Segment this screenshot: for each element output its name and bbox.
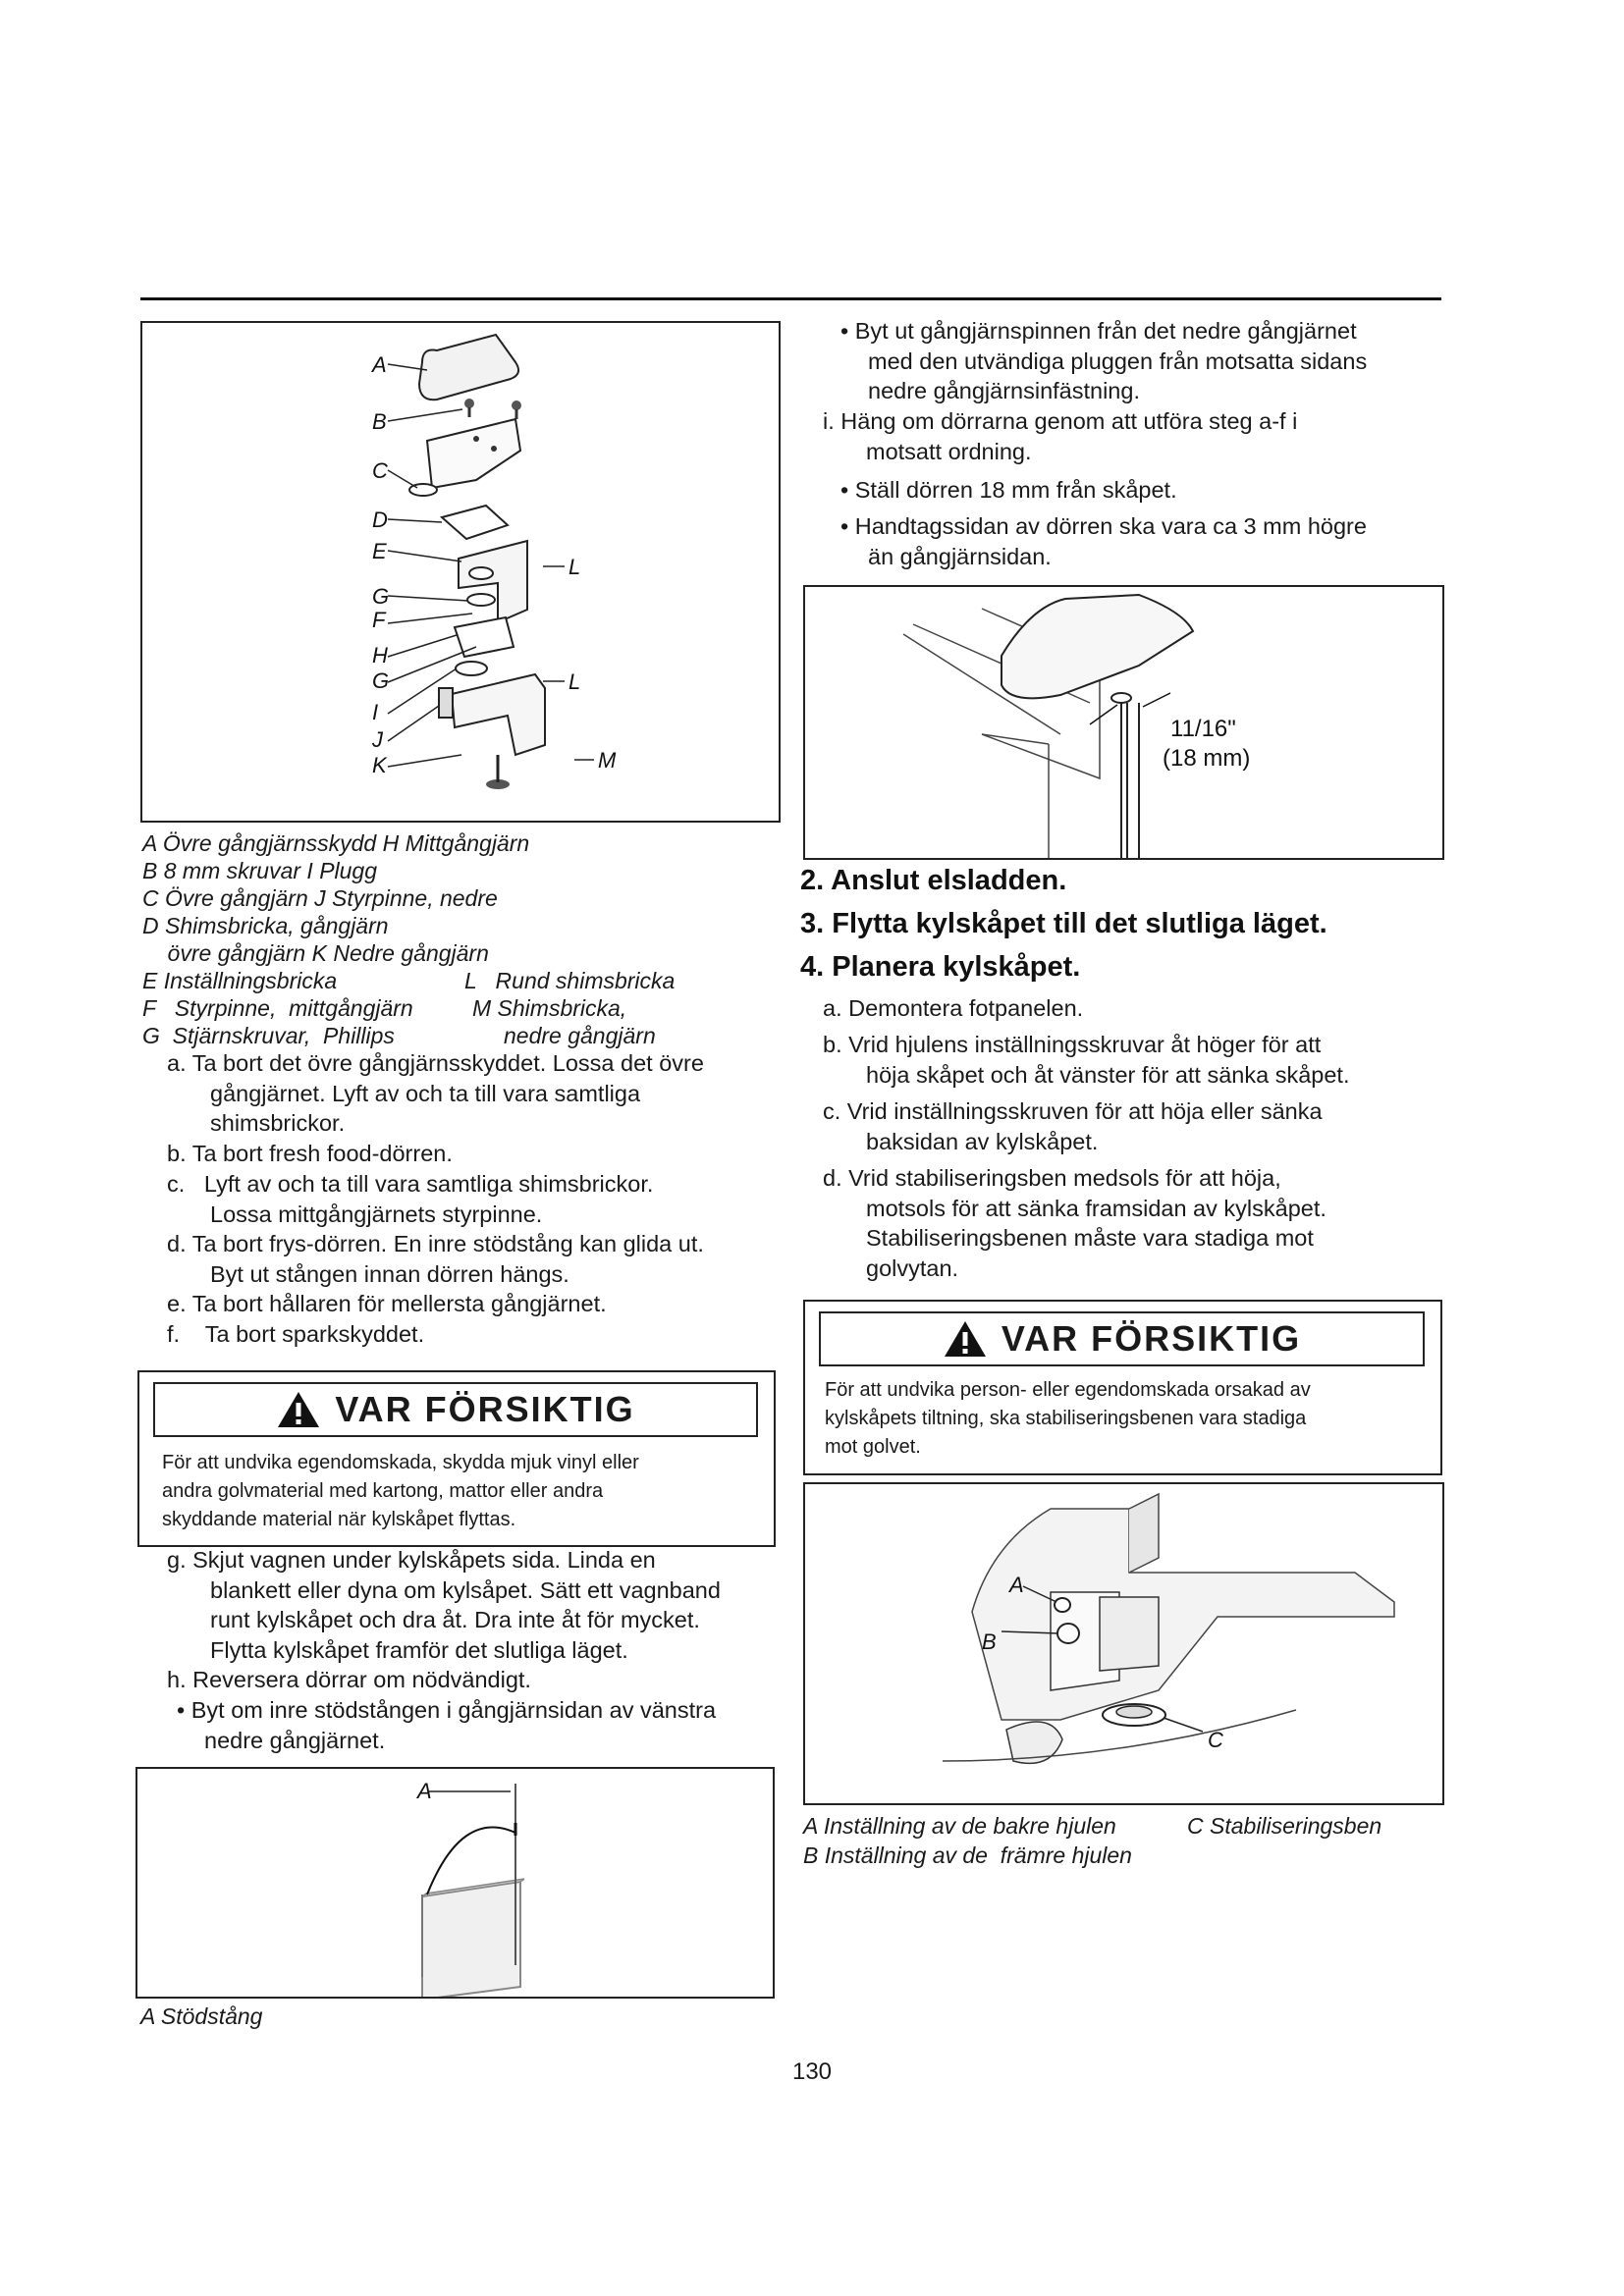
caution-text-line: andra golvmaterial med kartong, mattor eller andra [162, 1480, 604, 1502]
fig1-caption-line: F Styrpinne, mittgångjärn [142, 995, 413, 1021]
step-f [167, 1319, 424, 1350]
right-bullet-pin [840, 316, 1367, 406]
fig1-label: A [372, 352, 387, 377]
step-line: shimsbrickor. [210, 1110, 346, 1136]
step-line: • Ställ dörren 18 mm från skåpet. [840, 477, 1177, 503]
fig2-caption: A Stödstång [140, 2003, 263, 2029]
warning-triangle-icon [943, 1319, 988, 1359]
fig1-label: F [372, 608, 386, 632]
step-g [167, 1545, 721, 1665]
step-line: • Byt om inre stödstången i gångjärnsidan av vänstra [177, 1697, 717, 1723]
right-step-b [823, 1030, 1349, 1090]
fig1-label: D [372, 507, 388, 532]
fig1-label: K [372, 753, 387, 777]
step-line: e. Ta bort hållaren för mellersta gångjärnet. [167, 1291, 607, 1316]
right-bullet-handle [840, 511, 1367, 571]
caution-header [819, 1311, 1425, 1366]
step-line: gångjärnet. Lyft av och ta till vara samtliga [210, 1080, 641, 1106]
door-gap-figure [803, 585, 1444, 860]
fig1-label: G [372, 584, 390, 609]
heading-anslut: 2. Anslut elsladden. [800, 865, 1067, 896]
fig1-label: B [372, 409, 387, 434]
fig1-label: E [372, 539, 387, 563]
right-step-c [823, 1096, 1323, 1156]
step-line: g. Skjut vagnen under kylskåpets sida. Linda en [167, 1547, 656, 1573]
step-e [167, 1289, 607, 1319]
step-line: a. Ta bort det övre gångjärnsskyddet. Lossa det övre [167, 1050, 704, 1076]
top-rule [140, 297, 1441, 300]
caution-title: VAR FÖRSIKTIG [1001, 1318, 1302, 1359]
fig1-caption-line: A Övre gångjärnsskydd H Mittgångjärn [142, 830, 530, 856]
step-line: golvytan. [866, 1255, 959, 1281]
caution-text-line: mot golvet. [825, 1436, 921, 1458]
step-line: • Handtagssidan av dörren ska vara ca 3 mm högre [840, 513, 1367, 539]
fig1-caption-line: C Övre gångjärn J Styrpinne, nedre [142, 885, 498, 911]
fig1-label: J [372, 727, 383, 752]
fig4-caption-line: C Stabiliseringsben [1187, 1813, 1382, 1839]
caution-box-left [137, 1370, 776, 1547]
step-line: nedre gångjärnet. [204, 1727, 386, 1753]
step-line: motsatt ordning. [866, 438, 1032, 464]
step-h-bullet [177, 1695, 716, 1755]
caution-title: VAR FÖRSIKTIG [335, 1389, 635, 1429]
step-line: Byt ut stången innan dörren hängs. [210, 1260, 569, 1287]
fig1-caption-line: B 8 mm skruvar I Plugg [142, 858, 378, 883]
step-i [823, 406, 1297, 466]
step-line: baksidan av kylskåpet. [866, 1128, 1099, 1154]
fig2-label: A [417, 1779, 432, 1803]
step-line: h. Reversera dörrar om nödvändigt. [167, 1667, 531, 1692]
leveling-figure [803, 1482, 1444, 1805]
fig1-caption-line: G Stjärnskruvar, Phillips [142, 1023, 395, 1048]
gap-dim-inches: 11/16" [1170, 716, 1236, 742]
caution-box-right [803, 1300, 1442, 1475]
caution-header [153, 1382, 758, 1437]
fig4-label: C [1208, 1728, 1223, 1752]
fig1-caption-line: M Shimsbricka, [472, 995, 627, 1021]
fig1-label: L [568, 669, 581, 694]
hinge-exploded-figure [140, 321, 781, 823]
step-line: höja skåpet och åt vänster för att sänka skåpet. [866, 1061, 1350, 1088]
step-line: än gångjärnsidan. [868, 543, 1052, 569]
caution-text-line: För att undvika egendomskada, skydda mjuk vinyl eller [162, 1452, 639, 1473]
step-line: Flytta kylskåpet framför det slutliga läget. [210, 1636, 628, 1663]
heading-flytta: 3. Flytta kylskåpet till det slutliga läget. [800, 908, 1327, 939]
step-line: • Byt ut gångjärnspinnen från det nedre gångjärnet [840, 318, 1357, 344]
step-line: nedre gångjärnsinfästning. [868, 378, 1140, 403]
step-line: c. Vrid inställningsskruven för att höja eller sänka [823, 1098, 1323, 1124]
step-c [167, 1169, 653, 1229]
fig1-label: C [372, 458, 388, 483]
step-line: med den utvändiga pluggen från motsatta sidans [868, 347, 1368, 374]
fig4-caption-line: A Inställning av de bakre hjulen [803, 1813, 1116, 1839]
step-line: f. Ta bort sparkskyddet. [167, 1321, 425, 1347]
right-step-a [823, 993, 1083, 1024]
right-bullet-distance [840, 475, 1177, 506]
right-step-d [823, 1163, 1326, 1283]
step-line: b. Ta bort fresh food-dörren. [167, 1141, 453, 1166]
warning-triangle-icon [276, 1390, 321, 1429]
step-a [167, 1048, 704, 1139]
fig1-label: I [372, 700, 379, 724]
caution-text-line: För att undvika person- eller egendomskada orsakad av [825, 1379, 1311, 1401]
step-line: c. Lyft av och ta till vara samtliga shimsbrickor. [167, 1171, 654, 1197]
fig1-label: L [568, 555, 581, 579]
caution-text-line: skyddande material när kylskåpet flyttas. [162, 1509, 516, 1530]
step-line: d. Vrid stabiliseringsben medsols för att höja, [823, 1165, 1281, 1191]
fig1-caption-line: nedre gångjärn [504, 1023, 656, 1048]
step-line: d. Ta bort frys-dörren. En inre stödstång kan glida ut. [167, 1231, 704, 1256]
step-line: b. Vrid hjulens inställningsskruvar åt höger för att [823, 1032, 1322, 1057]
fig1-label: G [372, 668, 390, 693]
gap-dim-mm: (18 mm) [1163, 745, 1251, 772]
fig1-caption-line: E Inställningsbricka [142, 968, 338, 993]
caution-text-line: kylskåpets tiltning, ska stabiliseringsbenen vara stadiga [825, 1408, 1307, 1429]
fig4-label: B [982, 1629, 997, 1654]
page-number: 130 [791, 2058, 833, 2085]
fig1-caption-line: D Shimsbricka, gångjärn [142, 913, 389, 938]
step-line: motsols för att sänka framsidan av kylskåpet. [866, 1195, 1326, 1221]
fig4-caption-line: B Inställning av de främre hjulen [803, 1842, 1132, 1868]
step-line: runt kylskåpet och dra åt. Dra inte åt för mycket. [210, 1607, 700, 1632]
support-bar-figure [135, 1767, 775, 1999]
step-h [167, 1665, 531, 1695]
fig1-caption-line: övre gångjärn K Nedre gångjärn [142, 940, 489, 966]
step-line: blankett eller dyna om kylsåpet. Sätt ett vagnband [210, 1576, 721, 1603]
fig1-label: M [598, 748, 617, 773]
step-line: a. Demontera fotpanelen. [823, 995, 1084, 1021]
fig4-label: A [1009, 1573, 1024, 1597]
step-line: Lossa mittgångjärnets styrpinne. [210, 1201, 543, 1227]
step-line: i. Häng om dörrarna genom att utföra steg a-f i [823, 408, 1298, 434]
step-line: Stabiliseringsbenen måste vara stadiga mot [866, 1225, 1314, 1251]
fig1-caption-line: L Rund shimsbricka [464, 968, 676, 993]
heading-planera: 4. Planera kylskåpet. [800, 951, 1081, 983]
step-b [167, 1139, 453, 1169]
fig1-label: H [372, 643, 388, 667]
step-d [167, 1229, 704, 1289]
